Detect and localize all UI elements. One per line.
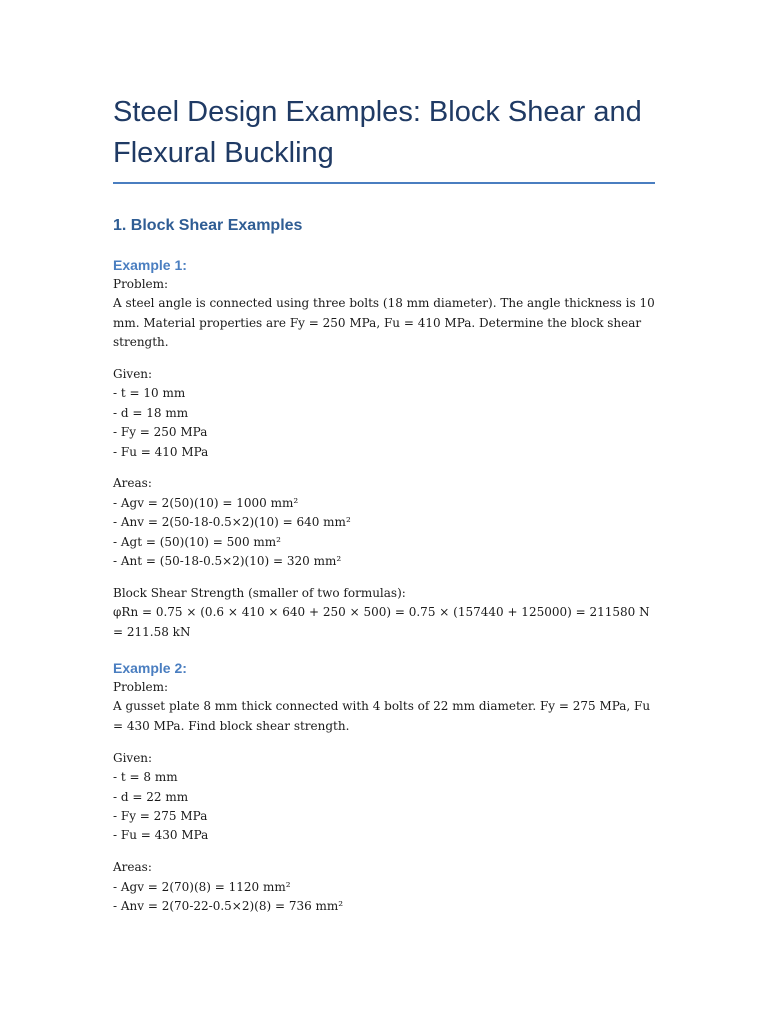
given-item: - d = 18 mm bbox=[113, 405, 189, 420]
example-1-heading: Example 1: bbox=[113, 257, 187, 273]
given-item: - d = 22 mm bbox=[113, 789, 189, 804]
example-2 bbox=[113, 658, 655, 916]
area-item: - Agv = 2(50)(10) = 1000 mm² bbox=[113, 495, 299, 510]
example-2-heading: Example 2: bbox=[113, 660, 187, 677]
example-1 bbox=[113, 255, 655, 642]
example-2-areas-label: Areas: bbox=[113, 860, 152, 875]
example-1-given bbox=[113, 365, 655, 462]
document-title: Steel Design Examples: Block Shear and Flexural Buckling bbox=[113, 96, 642, 169]
title-underline bbox=[113, 182, 655, 184]
document-page bbox=[113, 92, 655, 916]
example-2-problem-label: Problem: bbox=[113, 680, 169, 695]
example-2-problem-text: A gusset plate 8 mm thick connected with 4 bolts of 22 mm diameter. Fy = 275 MPa, Fu = 430 MPa. Find block shear strength. bbox=[113, 699, 651, 733]
section-heading-block-shear: 1. Block Shear Examples bbox=[113, 217, 303, 234]
given-item: - Fu = 410 MPa bbox=[113, 444, 209, 459]
given-item: - t = 8 mm bbox=[113, 770, 178, 785]
area-item: - Anv = 2(50-18-0.5×2)(10) = 640 mm² bbox=[113, 515, 351, 530]
given-item: - Fy = 275 MPa bbox=[113, 808, 208, 823]
example-1-problem-text: A steel angle is connected using three bolts (18 mm diameter). The angle thickness is 10 mm. Material properties are Fy = 250 MPa, Fu = 410 MPa. Determine the block shear strength. bbox=[113, 296, 655, 350]
area-item: - Anv = 2(70-22-0.5×2)(8) = 736 mm² bbox=[113, 898, 344, 913]
example-1-areas-label: Areas: bbox=[113, 476, 152, 491]
example-1-areas bbox=[113, 474, 655, 571]
example-1-strength bbox=[113, 584, 655, 642]
example-1-problem-label: Problem: bbox=[113, 277, 169, 291]
example-1-given-label: Given: bbox=[113, 367, 153, 382]
area-item: - Agt = (50)(10) = 500 mm² bbox=[113, 534, 281, 549]
example-2-areas bbox=[113, 858, 655, 916]
example-1-strength-label: Block Shear Strength (smaller of two formulas): bbox=[113, 585, 406, 600]
area-item: - Ant = (50-18-0.5×2)(10) = 320 mm² bbox=[113, 554, 342, 569]
given-item: - Fy = 250 MPa bbox=[113, 425, 208, 440]
example-2-given-label: Given: bbox=[113, 750, 153, 765]
example-2-given bbox=[113, 749, 655, 846]
given-item: - t = 10 mm bbox=[113, 386, 186, 401]
given-item: - Fu = 430 MPa bbox=[113, 828, 209, 843]
area-item: - Agv = 2(70)(8) = 1120 mm² bbox=[113, 879, 291, 894]
example-1-strength-formula: φRn = 0.75 × (0.6 × 410 × 640 + 250 × 500) = 0.75 × (157440 + 125000) = 211580 N = 211.58 kN bbox=[113, 605, 650, 639]
